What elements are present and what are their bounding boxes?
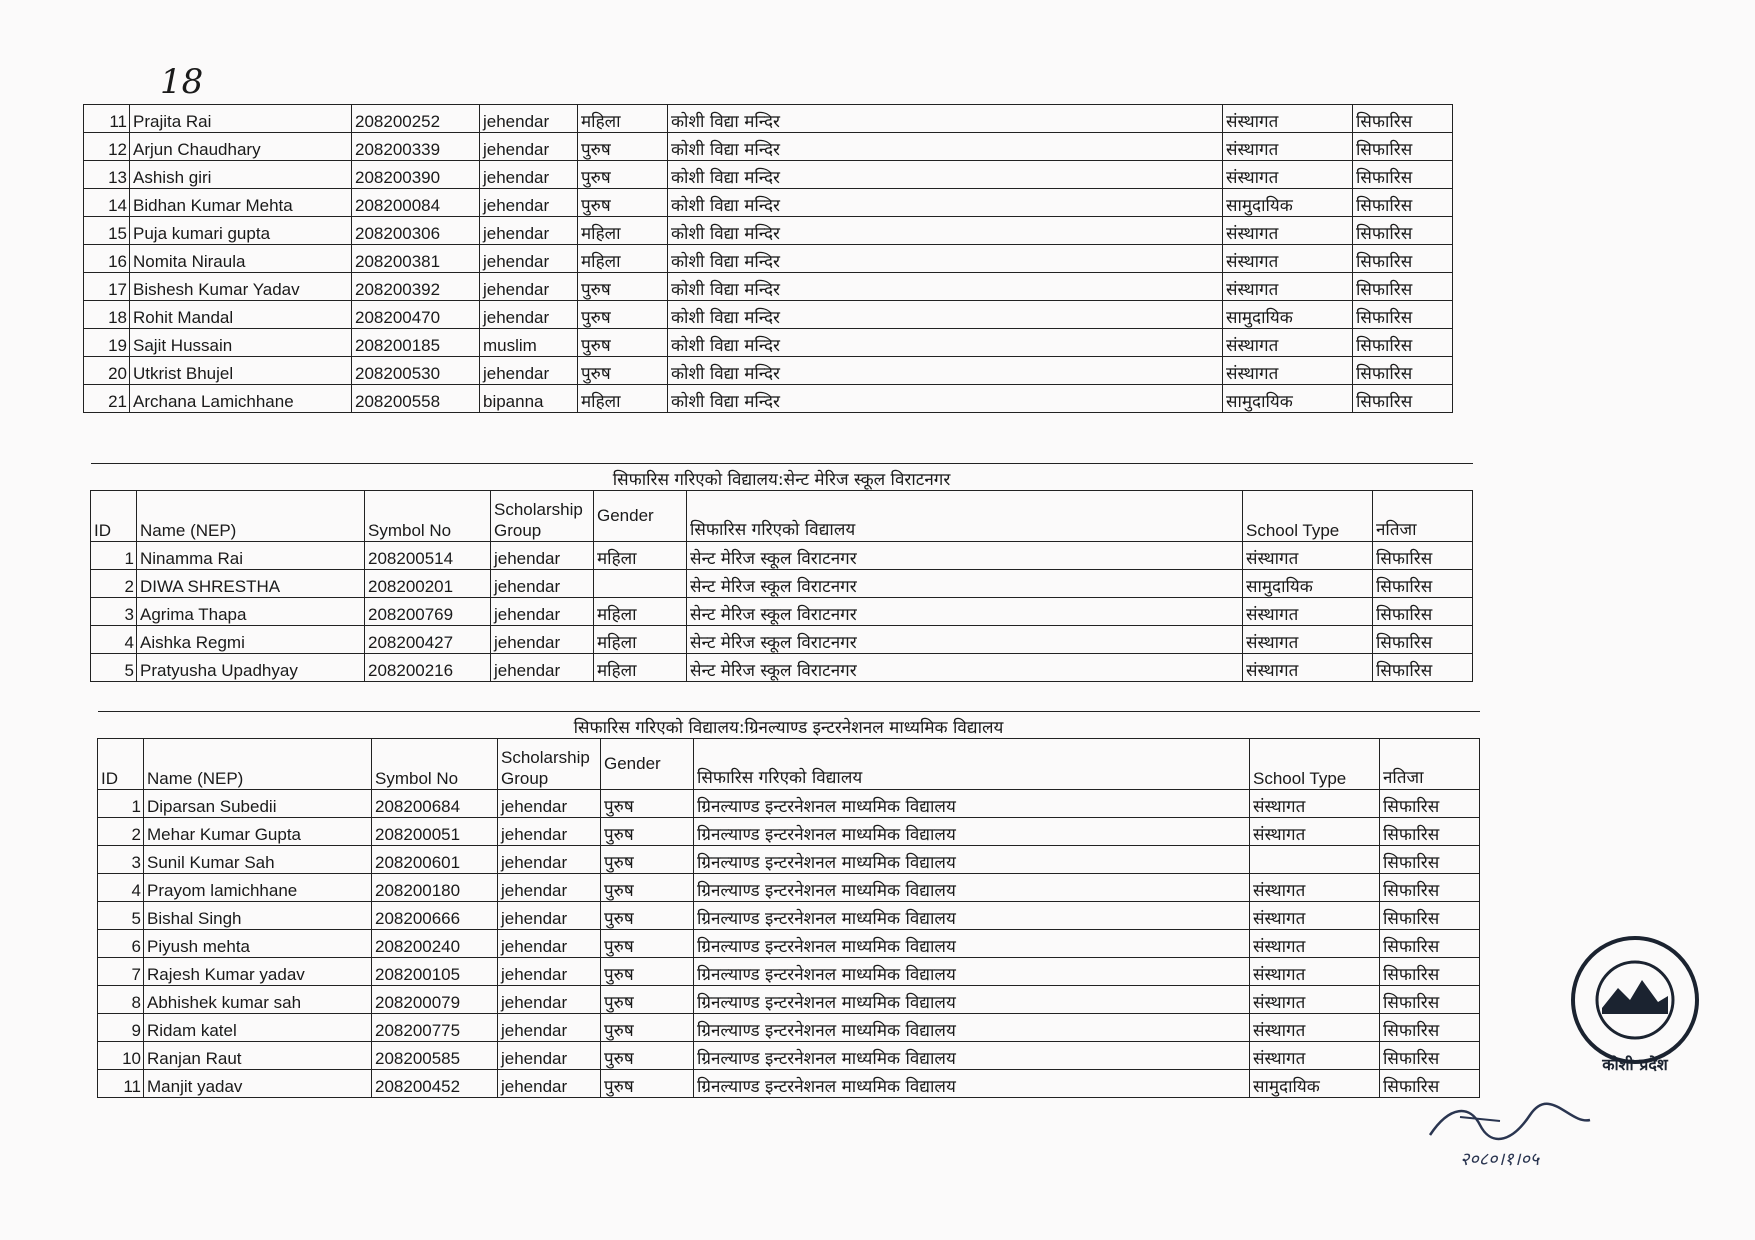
col-result: नतिजा xyxy=(1380,739,1480,790)
row-id: 11 xyxy=(84,105,130,133)
result: सिफारिस xyxy=(1353,273,1453,301)
student-name: Ranjan Raut xyxy=(144,1042,372,1070)
recommended-school: सेन्ट मेरिज स्कूल विराटनगर xyxy=(687,570,1243,598)
gender: महिला xyxy=(578,385,668,413)
row-id: 5 xyxy=(98,902,144,930)
row-id: 14 xyxy=(84,189,130,217)
student-name: Nomita Niraula xyxy=(130,245,352,273)
symbol-no: 208200530 xyxy=(352,357,480,385)
scholarship-group: jehendar xyxy=(498,790,601,818)
result: सिफारिस xyxy=(1373,654,1473,682)
school-type: संस्थागत xyxy=(1243,598,1373,626)
recommended-school: सेन्ट मेरिज स्कूल विराटनगर xyxy=(687,542,1243,570)
results-table-1 xyxy=(83,104,1453,413)
recommended-school: ग्रिनल्याण्ड इन्टरनेशनल माध्यमिक विद्यालय xyxy=(694,930,1250,958)
student-name: Bishesh Kumar Yadav xyxy=(130,273,352,301)
row-id: 8 xyxy=(98,986,144,1014)
symbol-no: 208200105 xyxy=(372,958,498,986)
table-row xyxy=(84,245,1453,273)
scholarship-group: jehendar xyxy=(498,1014,601,1042)
student-name: Aishka Regmi xyxy=(137,626,365,654)
col-result: नतिजा xyxy=(1373,491,1473,542)
gender: पुरुष xyxy=(578,189,668,217)
gender: पुरुष xyxy=(578,301,668,329)
school-type: संस्थागत xyxy=(1250,818,1380,846)
scholarship-group: jehendar xyxy=(491,626,594,654)
row-id: 1 xyxy=(98,790,144,818)
gender: महिला xyxy=(578,217,668,245)
recommended-school: कोशी विद्या मन्दिर xyxy=(668,133,1223,161)
result: सिफारिस xyxy=(1353,217,1453,245)
result: सिफारिस xyxy=(1380,902,1480,930)
scholarship-group: jehendar xyxy=(480,133,578,161)
school-type: संस्थागत xyxy=(1250,958,1380,986)
table-row xyxy=(98,986,1480,1014)
scholarship-group: jehendar xyxy=(498,818,601,846)
result: सिफारिस xyxy=(1373,542,1473,570)
scholarship-group: jehendar xyxy=(491,654,594,682)
scholarship-group: jehendar xyxy=(480,357,578,385)
gender: महिला xyxy=(594,654,687,682)
recommended-school: कोशी विद्या मन्दिर xyxy=(668,385,1223,413)
school-type: संस्थागत xyxy=(1223,357,1353,385)
table-row xyxy=(84,385,1453,413)
symbol-no: 208200392 xyxy=(352,273,480,301)
row-id: 9 xyxy=(98,1014,144,1042)
gender: महिला xyxy=(594,626,687,654)
col-name: Name (NEP) xyxy=(144,739,372,790)
table-row xyxy=(98,1042,1480,1070)
table-greenland xyxy=(97,711,1480,1098)
school-type: संस्थागत xyxy=(1243,654,1373,682)
result: सिफारिस xyxy=(1373,598,1473,626)
table-row xyxy=(98,790,1480,818)
col-school-type: School Type xyxy=(1243,491,1373,542)
symbol-no: 208200666 xyxy=(372,902,498,930)
school-type: संस्थागत xyxy=(1250,930,1380,958)
school-caption: सिफारिस गरिएको विद्यालय:ग्रिनल्याण्ड इन्टरनेशनल माध्यमिक विद्यालय xyxy=(98,712,1480,739)
table-row xyxy=(84,105,1453,133)
gender: पुरुष xyxy=(601,958,694,986)
school-type: संस्थागत xyxy=(1243,542,1373,570)
row-id: 6 xyxy=(98,930,144,958)
school-type: संस्थागत xyxy=(1250,790,1380,818)
table-row xyxy=(91,570,1473,598)
recommended-school: कोशी विद्या मन्दिर xyxy=(668,301,1223,329)
table-row xyxy=(98,930,1480,958)
symbol-no: 208200769 xyxy=(365,598,491,626)
student-name: Ninamma Rai xyxy=(137,542,365,570)
col-name: Name (NEP) xyxy=(137,491,365,542)
table-st-marys xyxy=(90,463,1473,682)
gender: महिला xyxy=(578,245,668,273)
school-type: संस्थागत xyxy=(1223,273,1353,301)
recommended-school: ग्रिनल्याण्ड इन्टरनेशनल माध्यमिक विद्यालय xyxy=(694,1014,1250,1042)
gender: पुरुष xyxy=(601,930,694,958)
results-table-3 xyxy=(97,711,1480,1098)
scholarship-group: jehendar xyxy=(498,1042,601,1070)
table-row xyxy=(98,1014,1480,1042)
col-gender: Gender xyxy=(601,739,694,790)
recommended-school: कोशी विद्या मन्दिर xyxy=(668,217,1223,245)
result: सिफारिस xyxy=(1380,846,1480,874)
gender: पुरुष xyxy=(601,818,694,846)
gender: पुरुष xyxy=(601,986,694,1014)
table-row xyxy=(98,874,1480,902)
school-type: सामुदायिक xyxy=(1250,1070,1380,1098)
symbol-no: 208200252 xyxy=(352,105,480,133)
col-symbol: Symbol No xyxy=(372,739,498,790)
scholarship-group: jehendar xyxy=(498,874,601,902)
recommended-school: कोशी विद्या मन्दिर xyxy=(668,245,1223,273)
gender: पुरुष xyxy=(601,790,694,818)
student-name: Bidhan Kumar Mehta xyxy=(130,189,352,217)
recommended-school: कोशी विद्या मन्दिर xyxy=(668,273,1223,301)
recommended-school: कोशी विद्या मन्दिर xyxy=(668,189,1223,217)
recommended-school: सेन्ट मेरिज स्कूल विराटनगर xyxy=(687,598,1243,626)
scholarship-group: jehendar xyxy=(480,105,578,133)
school-type: संस्थागत xyxy=(1223,133,1353,161)
gender: पुरुष xyxy=(578,329,668,357)
student-name: Sunil Kumar Sah xyxy=(144,846,372,874)
student-name: Puja kumari gupta xyxy=(130,217,352,245)
table-row xyxy=(98,846,1480,874)
school-type: संस्थागत xyxy=(1223,245,1353,273)
symbol-no: 208200470 xyxy=(352,301,480,329)
row-id: 20 xyxy=(84,357,130,385)
result: सिफारिस xyxy=(1380,1070,1480,1098)
student-name: Sajit Hussain xyxy=(130,329,352,357)
col-school-type: School Type xyxy=(1250,739,1380,790)
recommended-school: सेन्ट मेरिज स्कूल विराटनगर xyxy=(687,626,1243,654)
row-id: 21 xyxy=(84,385,130,413)
table-row xyxy=(84,133,1453,161)
gender: महिला xyxy=(594,542,687,570)
page-number: 18 xyxy=(160,62,204,102)
scholarship-group: jehendar xyxy=(491,542,594,570)
signature-icon xyxy=(1420,1095,1620,1175)
row-id: 13 xyxy=(84,161,130,189)
symbol-no: 208200240 xyxy=(372,930,498,958)
symbol-no: 208200339 xyxy=(352,133,480,161)
row-id: 10 xyxy=(98,1042,144,1070)
scholarship-group: jehendar xyxy=(498,1070,601,1098)
school-caption: सिफारिस गरिएको विद्यालय:सेन्ट मेरिज स्कूल विराटनगर xyxy=(91,464,1473,491)
col-school: सिफारिस गरिएको विद्यालय xyxy=(694,739,1250,790)
row-id: 7 xyxy=(98,958,144,986)
row-id: 3 xyxy=(98,846,144,874)
student-name: Piyush mehta xyxy=(144,930,372,958)
symbol-no: 208200514 xyxy=(365,542,491,570)
gender: महिला xyxy=(594,598,687,626)
results-table-2 xyxy=(90,463,1473,682)
table-row xyxy=(91,654,1473,682)
table-row xyxy=(84,301,1453,329)
row-id: 4 xyxy=(91,626,137,654)
scholarship-group: jehendar xyxy=(498,902,601,930)
row-id: 11 xyxy=(98,1070,144,1098)
col-school: सिफारिस गरिएको विद्यालय xyxy=(687,491,1243,542)
scholarship-group: jehendar xyxy=(480,245,578,273)
row-id: 18 xyxy=(84,301,130,329)
student-name: Ashish giri xyxy=(130,161,352,189)
gender: पुरुष xyxy=(601,1070,694,1098)
school-type: संस्थागत xyxy=(1250,874,1380,902)
result: सिफारिस xyxy=(1373,570,1473,598)
result: सिफारिस xyxy=(1380,818,1480,846)
col-scholarship: Scholarship Group xyxy=(491,491,594,542)
gender: पुरुष xyxy=(578,161,668,189)
stamp-text: कोशी प्रदेश xyxy=(1602,1055,1668,1074)
school-type: सामुदायिक xyxy=(1243,570,1373,598)
result: सिफारिस xyxy=(1380,930,1480,958)
symbol-no: 208200306 xyxy=(352,217,480,245)
school-type: संस्थागत xyxy=(1223,161,1353,189)
symbol-no: 208200201 xyxy=(365,570,491,598)
col-symbol: Symbol No xyxy=(365,491,491,542)
result: सिफारिस xyxy=(1373,626,1473,654)
table-row xyxy=(84,329,1453,357)
gender: पुरुष xyxy=(601,1042,694,1070)
scholarship-group: jehendar xyxy=(480,217,578,245)
row-id: 1 xyxy=(91,542,137,570)
row-id: 12 xyxy=(84,133,130,161)
gender: पुरुष xyxy=(578,133,668,161)
office-stamp-icon xyxy=(1540,930,1730,1080)
recommended-school: ग्रिनल्याण्ड इन्टरनेशनल माध्यमिक विद्यालय xyxy=(694,1042,1250,1070)
col-id: ID xyxy=(91,491,137,542)
gender: पुरुष xyxy=(601,874,694,902)
result: सिफारिस xyxy=(1353,105,1453,133)
table-row xyxy=(91,542,1473,570)
symbol-no: 208200185 xyxy=(352,329,480,357)
recommended-school: कोशी विद्या मन्दिर xyxy=(668,357,1223,385)
scholarship-group: jehendar xyxy=(491,570,594,598)
scholarship-group: jehendar xyxy=(480,189,578,217)
gender xyxy=(594,570,687,598)
table-row xyxy=(84,161,1453,189)
row-id: 3 xyxy=(91,598,137,626)
result: सिफारिस xyxy=(1353,245,1453,273)
student-name: Bishal Singh xyxy=(144,902,372,930)
table-koshi-continuation xyxy=(83,104,1453,413)
school-type xyxy=(1250,846,1380,874)
table-row xyxy=(98,902,1480,930)
symbol-no: 208200390 xyxy=(352,161,480,189)
table-row xyxy=(84,357,1453,385)
table-row xyxy=(98,1070,1480,1098)
result: सिफारिस xyxy=(1380,986,1480,1014)
student-name: Arjun Chaudhary xyxy=(130,133,352,161)
result: सिफारिस xyxy=(1380,790,1480,818)
row-id: 15 xyxy=(84,217,130,245)
symbol-no: 208200452 xyxy=(372,1070,498,1098)
gender: पुरुष xyxy=(601,1014,694,1042)
gender: महिला xyxy=(578,105,668,133)
recommended-school: ग्रिनल्याण्ड इन्टरनेशनल माध्यमिक विद्यालय xyxy=(694,1070,1250,1098)
student-name: DIWA SHRESTHA xyxy=(137,570,365,598)
student-name: Agrima Thapa xyxy=(137,598,365,626)
symbol-no: 208200180 xyxy=(372,874,498,902)
recommended-school: कोशी विद्या मन्दिर xyxy=(668,105,1223,133)
school-type: संस्थागत xyxy=(1250,986,1380,1014)
row-id: 19 xyxy=(84,329,130,357)
student-name: Archana Lamichhane xyxy=(130,385,352,413)
school-type: संस्थागत xyxy=(1250,1014,1380,1042)
result: सिफारिस xyxy=(1353,301,1453,329)
result: सिफारिस xyxy=(1353,357,1453,385)
school-type: संस्थागत xyxy=(1243,626,1373,654)
recommended-school: ग्रिनल्याण्ड इन्टरनेशनल माध्यमिक विद्यालय xyxy=(694,986,1250,1014)
student-name: Diparsan Subedii xyxy=(144,790,372,818)
symbol-no: 208200216 xyxy=(365,654,491,682)
student-name: Rajesh Kumar yadav xyxy=(144,958,372,986)
student-name: Utkrist Bhujel xyxy=(130,357,352,385)
table-row xyxy=(98,818,1480,846)
symbol-no: 208200084 xyxy=(352,189,480,217)
recommended-school: ग्रिनल्याण्ड इन्टरनेशनल माध्यमिक विद्यालय xyxy=(694,818,1250,846)
scholarship-group: jehendar xyxy=(498,958,601,986)
student-name: Abhishek kumar sah xyxy=(144,986,372,1014)
result: सिफारिस xyxy=(1380,958,1480,986)
row-id: 5 xyxy=(91,654,137,682)
signature-date: २०८०।१।०५ xyxy=(1460,1149,1540,1170)
row-id: 2 xyxy=(91,570,137,598)
school-type: सामुदायिक xyxy=(1223,189,1353,217)
recommended-school: कोशी विद्या मन्दिर xyxy=(668,329,1223,357)
student-name: Pratyusha Upadhyay xyxy=(137,654,365,682)
school-type: सामुदायिक xyxy=(1223,385,1353,413)
header-row xyxy=(91,491,1473,542)
gender: पुरुष xyxy=(578,357,668,385)
symbol-no: 208200601 xyxy=(372,846,498,874)
scholarship-group: muslim xyxy=(480,329,578,357)
recommended-school: कोशी विद्या मन्दिर xyxy=(668,161,1223,189)
school-type: सामुदायिक xyxy=(1223,301,1353,329)
result: सिफारिस xyxy=(1353,329,1453,357)
result: सिफारिस xyxy=(1353,133,1453,161)
scholarship-group: jehendar xyxy=(480,301,578,329)
recommended-school: सेन्ट मेरिज स्कूल विराटनगर xyxy=(687,654,1243,682)
gender: पुरुष xyxy=(601,846,694,874)
col-scholarship: Scholarship Group xyxy=(498,739,601,790)
symbol-no: 208200079 xyxy=(372,986,498,1014)
school-type: संस्थागत xyxy=(1223,105,1353,133)
recommended-school: ग्रिनल्याण्ड इन्टरनेशनल माध्यमिक विद्यालय xyxy=(694,902,1250,930)
symbol-no: 208200684 xyxy=(372,790,498,818)
result: सिफारिस xyxy=(1353,189,1453,217)
result: सिफारिस xyxy=(1380,874,1480,902)
result: सिफारिस xyxy=(1353,385,1453,413)
school-type: संस्थागत xyxy=(1250,1042,1380,1070)
scholarship-group: jehendar xyxy=(498,986,601,1014)
scholarship-group: jehendar xyxy=(480,161,578,189)
table-row xyxy=(84,217,1453,245)
result: सिफारिस xyxy=(1380,1042,1480,1070)
scholarship-group: jehendar xyxy=(480,273,578,301)
scholarship-group: jehendar xyxy=(498,846,601,874)
recommended-school: ग्रिनल्याण्ड इन्टरनेशनल माध्यमिक विद्यालय xyxy=(694,846,1250,874)
table-row xyxy=(84,273,1453,301)
result: सिफारिस xyxy=(1353,161,1453,189)
school-type: संस्थागत xyxy=(1223,329,1353,357)
symbol-no: 208200381 xyxy=(352,245,480,273)
col-id: ID xyxy=(98,739,144,790)
scholarship-group: jehendar xyxy=(498,930,601,958)
row-id: 2 xyxy=(98,818,144,846)
table-row xyxy=(91,626,1473,654)
scholarship-group: jehendar xyxy=(491,598,594,626)
symbol-no: 208200775 xyxy=(372,1014,498,1042)
symbol-no: 208200585 xyxy=(372,1042,498,1070)
student-name: Manjit yadav xyxy=(144,1070,372,1098)
gender: पुरुष xyxy=(601,902,694,930)
table-row xyxy=(91,598,1473,626)
recommended-school: ग्रिनल्याण्ड इन्टरनेशनल माध्यमिक विद्यालय xyxy=(694,790,1250,818)
school-type: संस्थागत xyxy=(1223,217,1353,245)
student-name: Ridam katel xyxy=(144,1014,372,1042)
student-name: Prajita Rai xyxy=(130,105,352,133)
result: सिफारिस xyxy=(1380,1014,1480,1042)
row-id: 17 xyxy=(84,273,130,301)
row-id: 16 xyxy=(84,245,130,273)
symbol-no: 208200427 xyxy=(365,626,491,654)
student-name: Prayom lamichhane xyxy=(144,874,372,902)
recommended-school: ग्रिनल्याण्ड इन्टरनेशनल माध्यमिक विद्यालय xyxy=(694,958,1250,986)
row-id: 4 xyxy=(98,874,144,902)
symbol-no: 208200558 xyxy=(352,385,480,413)
table-row xyxy=(84,189,1453,217)
col-gender: Gender xyxy=(594,491,687,542)
student-name: Mehar Kumar Gupta xyxy=(144,818,372,846)
gender: पुरुष xyxy=(578,273,668,301)
school-type: संस्थागत xyxy=(1250,902,1380,930)
scholarship-group: bipanna xyxy=(480,385,578,413)
recommended-school: ग्रिनल्याण्ड इन्टरनेशनल माध्यमिक विद्यालय xyxy=(694,874,1250,902)
table-row xyxy=(98,958,1480,986)
symbol-no: 208200051 xyxy=(372,818,498,846)
student-name: Rohit Mandal xyxy=(130,301,352,329)
header-row xyxy=(98,739,1480,790)
